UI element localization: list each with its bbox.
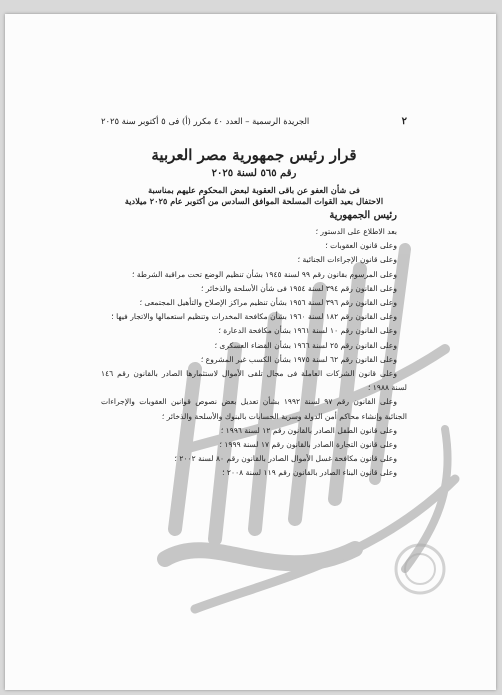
preamble-paragraph: وعلى قانون العقوبات ؛ xyxy=(325,241,397,251)
preamble-paragraph: بعد الاطلاع على الدستور ؛ xyxy=(315,227,397,236)
preamble-paragraph: وعلى القانون رقم ٣٩٦ لسنة ١٩٥٦ بشأن تنظيم مراكز الإصلاح والتأهيل المجتمعى ؛ xyxy=(139,298,397,308)
preamble-paragraph: وعلى القانون رقم ١٨٢ لسنة ١٩٦٠ بشأن مكافحة المخدرات وتنظيم استعمالها والاتجار فيها ؛ xyxy=(111,312,397,322)
decree-title: قرار رئيس جمهورية مصر العربية xyxy=(151,146,357,164)
page-number: ٢ xyxy=(401,115,407,127)
preamble-paragraph: وعلى القانون رقم ١٠ لسنة ١٩٦١ بشأن مكافحة الدعارة ؛ xyxy=(218,326,397,336)
gazette-page xyxy=(5,14,496,690)
preamble-paragraph: وعلى قانون مكافحة غسل الأموال الصادر بالقانون رقم ٨٠ لسنة ٢٠٠٢ ؛ xyxy=(174,454,397,464)
preamble-paragraph: وعلى قانون الإجراءات الجنائية ؛ xyxy=(297,255,397,265)
president-heading: رئيس الجمهورية xyxy=(329,210,397,221)
preamble-paragraph: وعلى القانون رقم ٩٧ لسنة ١٩٩٢ بشأن تعديل بعض نصوص قوانين العقوبات والإجراءات الجنائية وإنشاء محاكم أمن الدولة وسرية الحسابات بالبنوك والأسلحة والذخائر ؛ xyxy=(101,397,407,421)
preamble-paragraph: وعلى قانون الشركات العاملة فى مجال تلقى الأموال لاستثمارها الصادر بالقانون رقم ١٤٦ لسنة ١٩٨٨ ؛ xyxy=(101,369,407,393)
decree-number: رقم ٥٦٥ لسنة ٢٠٢٥ xyxy=(211,168,297,179)
subject-line: فى شأن العفو عن باقى العقوبة لبعض المحكوم عليهم بمناسبة xyxy=(148,185,360,195)
preamble-paragraph: وعلى قانون التجارة الصادر بالقانون رقم ١٧ لسنة ١٩٩٩ ؛ xyxy=(219,440,397,450)
preamble-list xyxy=(101,225,407,481)
subject-line: الاحتفال بعيد القوات المسلحة الموافق السادس من أكتوبر عام ٢٠٢٥ ميلادية xyxy=(124,196,384,206)
gazette-header xyxy=(101,114,407,128)
preamble-paragraph: وعلى القانون رقم ٣٩٤ لسنة ١٩٥٤ فى شأن الأسلحة والذخائر ؛ xyxy=(200,283,397,293)
preamble-paragraph: وعلى القانون رقم ٢٥ لسنة ١٩٦٦ بشأن القضاء العسكرى ؛ xyxy=(214,340,397,350)
preamble-paragraph: وعلى قانون البناء الصادر بالقانون رقم ١١٩ لسنة ٢٠٠٨ ؛ xyxy=(222,468,397,478)
preamble-paragraph: وعلى المرسوم بقانون رقم ٩٩ لسنة ١٩٤٥ بشأن تنظيم الوضع تحت مراقبة الشرطة ؛ xyxy=(132,269,397,279)
decree-document xyxy=(101,114,407,481)
preamble-paragraph: وعلى قانون الطفل الصادر بالقانون رقم ١٢ لسنة ١٩٩٦ ؛ xyxy=(220,425,397,435)
preamble-paragraph: وعلى القانون رقم ٦٢ لسنة ١٩٧٥ بشأن الكسب غير المشروع ؛ xyxy=(200,354,397,364)
gazette-issue-line: الجريدة الرسمية – العدد ٤٠ مكرر (أ) فى ٥ أكتوبر سنة ٢٠٢٥ xyxy=(101,116,310,126)
decree-subject xyxy=(101,185,407,207)
